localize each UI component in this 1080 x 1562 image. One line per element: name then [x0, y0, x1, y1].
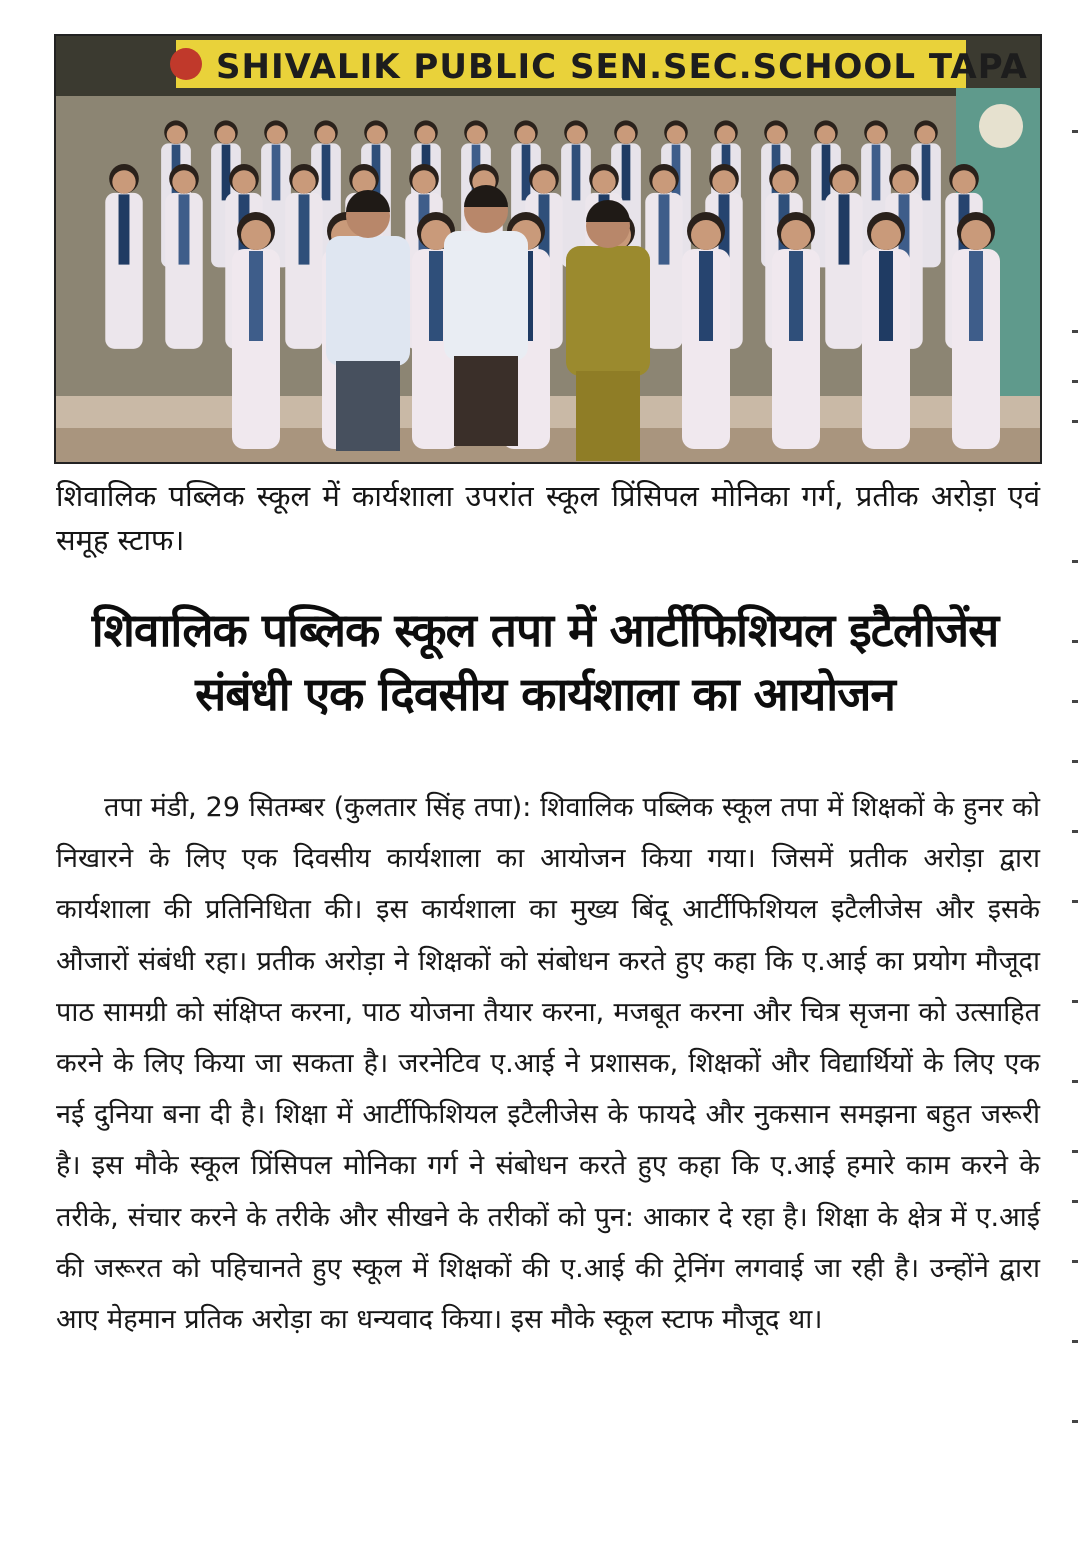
- headline-line-2: संबंधी एक दिवसीय कार्यशाला का आयोजन: [195, 667, 895, 721]
- scan-edge-mark: [1072, 1340, 1078, 1343]
- scan-edge-mark: [1072, 420, 1078, 423]
- scan-edge-mark: [1072, 1420, 1078, 1423]
- scan-edge-mark: [1072, 1000, 1078, 1003]
- scan-edge-mark: [1072, 900, 1078, 903]
- scan-edge-mark: [1072, 640, 1078, 643]
- photo-caption: शिवालिक पब्लिक स्कूल में कार्यशाला उपरांत स्कूल प्रिंसिपल मोनिका गर्ग, प्रतीक अरोड़ा एवं समूह स्टाफ।: [56, 479, 1040, 557]
- scan-edge-mark: [1072, 830, 1078, 833]
- scan-edge-mark: [1072, 130, 1078, 133]
- scan-edge-mark: [1072, 1150, 1078, 1153]
- scan-edge-mark: [1072, 700, 1078, 703]
- school-banner-text: SHIVALIK PUBLIC SEN.SEC.SCHOOL TAPA: [216, 47, 1028, 87]
- group-photo-drawing: [56, 36, 1040, 462]
- scan-edge-mark: [1072, 760, 1078, 763]
- article-headline: [40, 598, 1050, 726]
- scan-edge-mark: [1072, 1260, 1078, 1263]
- article-body: तपा मंडी, 29 सितम्बर (कुलतार सिंह तपा): शिवालिक पब्लिक स्कूल तपा में शिक्षकों के हुनर को निखारने के लिए एक दिवसीय कार्यशाला का आयोजन किया गया। जिसमें प्रतीक अरोड़ा द्वारा कार्यशाला की प्रतिनिधिता की। इस कार्यशाला का मुख्य बिंदू आर्टीफिशियल इटैलीजेस और इसके औजारों संबंधी रहा। प्रतीक अरोड़ा ने शिक्षकों को संबोधन करते हुए कहा कि ए.आई का प्रयोग मौजूदा पाठ सामग्री को संक्षिप्त करना, पाठ योजना तैयार करना, मजबूत करना और चित्र सृजना को उत्साहित करने के लिए किया जा सकता है। जरनेटिव ए.आई ने प्रशासक, शिक्षकों और विद्यार्थियों के लिए एक नई दुनिया बना दी है। शिक्षा में आर्टीफिशियल इटैलीजेस के फायदे और नुकसान समझना बहुत जरूरी है। इस मौके स्कूल प्रिंसिपल मोनिका गर्ग ने संबोधन करते हुए कहा कि ए.आई हमारे काम करने के तरीके, संचार करने के तरीके और सीखने के तरीकों को पुन: आकार दे रहा है। शिक्षा के क्षेत्र में ए.आई की जरूरत को पहिचानते हुए स्कूल में शिक्षकों की ए.आई की ट्रेनिंग लगवाई जा रही है। उन्होंने द्वारा आए मेहमान प्रतिक अरोड़ा का धन्यवाद किया। इस मौके स्कूल स्टाफ मौजूद था।: [56, 792, 1040, 1336]
- scan-edge-mark: [1072, 1200, 1078, 1203]
- scan-edge-mark: [1072, 330, 1078, 333]
- school-logo: [170, 48, 202, 80]
- scan-edge-mark: [1072, 1080, 1078, 1083]
- scan-edge-mark: [1072, 560, 1078, 563]
- scan-edge: [1066, 0, 1080, 1562]
- group-photo: [54, 34, 1042, 464]
- scan-edge-mark: [1072, 380, 1078, 383]
- headline-line-1: शिवालिक पब्लिक स्कूल तपा में आर्टीफिशियल इटैलीजेंस: [91, 603, 999, 657]
